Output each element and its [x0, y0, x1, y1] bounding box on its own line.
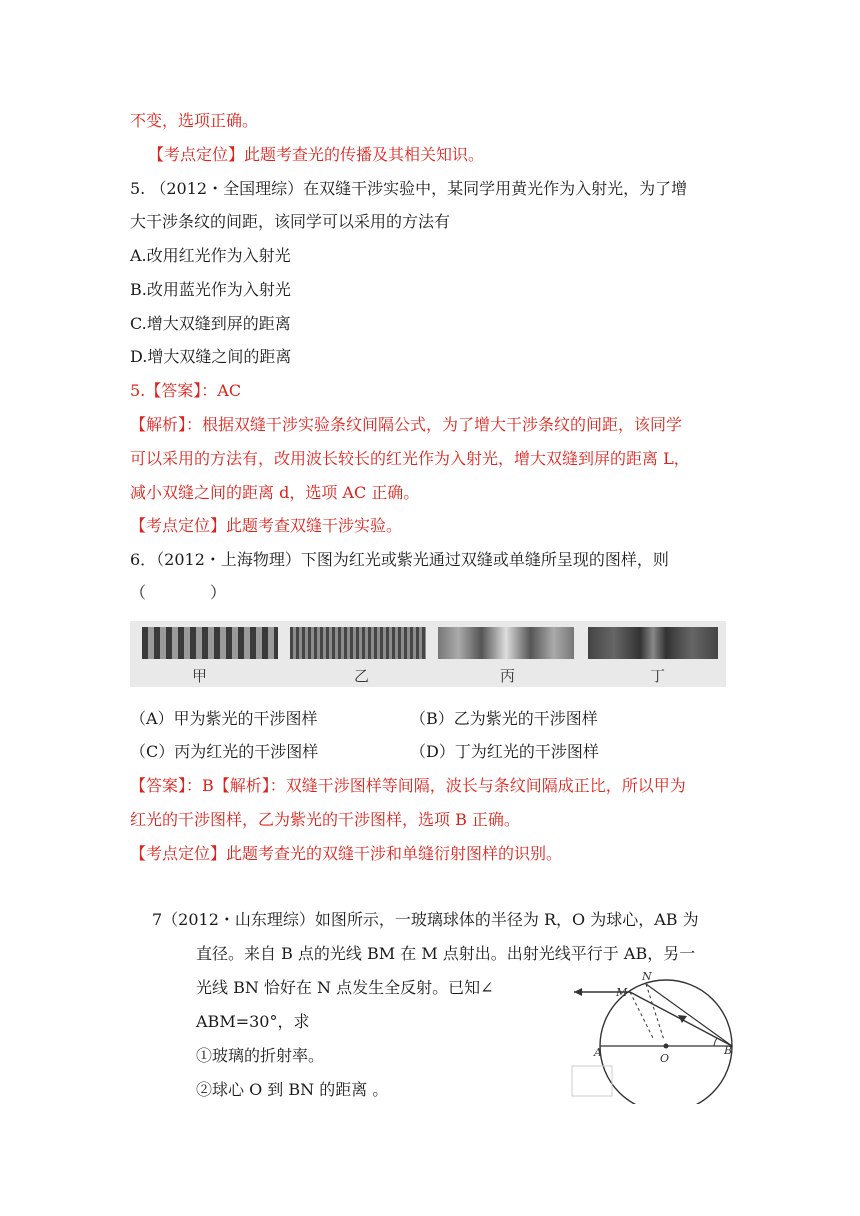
label-ding: 丁 [650, 667, 666, 685]
center-dot [664, 1044, 669, 1049]
q6-option-d: （D）丁为红光的干涉图样 [410, 742, 599, 761]
q5-analysis-cont: 可以采用的方法有，改用波长较长的红光作为入射光，增大双缝到屏的距离 L， [130, 449, 690, 468]
q7-part-2: ②球心 O 到 BN 的距离 。 [196, 1080, 389, 1099]
q6-answer: 【答案】：B【解析】：双缝干涉图样等间隔，波长与条纹间隔成正比，所以甲为 [130, 776, 686, 795]
glass-sphere-diagram [568, 968, 736, 1104]
pattern-jia [142, 627, 278, 659]
q5-analysis-end: 减小双缝之间的距离 d，选项 AC 正确。 [130, 483, 420, 502]
q5-option-a: A.改用红光作为入射光 [130, 246, 291, 265]
topic-tag-q4: 【考点定位】此题考查光的传播及其相关知识。 [148, 145, 485, 164]
q5-answer: 5.【答案】：AC [130, 381, 242, 400]
q5-option-c: C.增大双缝到屏的距离 [130, 314, 291, 333]
q6-stem: 6．（2012・上海物理）下图为红光或紫光通过双缝或单缝所呈现的图样，则 [130, 550, 669, 569]
label-b: B [724, 1044, 733, 1057]
pattern-bing [438, 627, 574, 659]
q5-option-d: D.增大双缝之间的距离 [130, 347, 292, 366]
watermark-box [572, 1066, 612, 1096]
topic-tag-q5: 【考点定位】此题考查双缝干涉实验。 [130, 516, 403, 535]
angle-arc [714, 1038, 717, 1046]
label-a: A [594, 1046, 602, 1059]
topic-tag-q6: 【考点定位】此题考查光的双缝干涉和单缝衍射图样的识别。 [130, 844, 563, 863]
pattern-yi [290, 627, 426, 659]
q5-option-b: B.改用蓝光作为入射光 [130, 280, 291, 299]
label-m: M [616, 986, 628, 999]
ray-bn [646, 984, 732, 1046]
q6-blank: （ ） [130, 583, 227, 602]
q5-stem: 5. （2012・全国理综）在双缝干涉实验中，某同学用黄光作为入射光，为了增 [130, 179, 688, 198]
exit-arrow-icon [574, 988, 582, 996]
q7-angle: ABM=30°，求 [196, 1012, 310, 1031]
q6-analysis-cont: 红光的干涉图样，乙为紫光的干涉图样，选项 B 正确。 [130, 810, 520, 829]
q7-part-1: ①玻璃的折射率。 [196, 1046, 325, 1065]
q6-option-b: （B）乙为紫光的干涉图样 [410, 709, 598, 728]
q7-stem-cont: 直径。来自 B 点的光线 BM 在 M 点射出。出射光线平行于 AB，另一 [196, 944, 696, 963]
q7-stem: 7（2012・山东理综）如图所示，一玻璃球体的半径为 R，O 为球心，AB 为 [152, 910, 699, 929]
fringe-pattern-strip [130, 621, 726, 687]
normal-m [630, 992, 654, 1040]
q5-stem-cont: 大干涉条纹的间距，该同学可以采用的方法有 [130, 212, 451, 231]
q6-option-c: （C）丙为红光的干涉图样 [130, 742, 319, 761]
q7-stem-cont2: 光线 BN 恰好在 N 点发生全反射。已知∠ [196, 978, 494, 997]
label-o: O [660, 1052, 670, 1065]
normal-n [646, 984, 664, 1040]
q5-analysis: 【解析】：根据双缝干涉实验条纹间隔公式，为了增大干涉条纹的间距，该同学 [130, 415, 683, 434]
label-bing: 丙 [500, 667, 516, 685]
label-n: N [642, 970, 652, 983]
label-yi: 乙 [354, 667, 370, 685]
label-jia: 甲 [192, 667, 208, 685]
pattern-ding [588, 627, 718, 659]
answer-tail: 不变，选项正确。 [130, 111, 259, 130]
q6-option-a: （A）甲为紫光的干涉图样 [130, 709, 318, 728]
